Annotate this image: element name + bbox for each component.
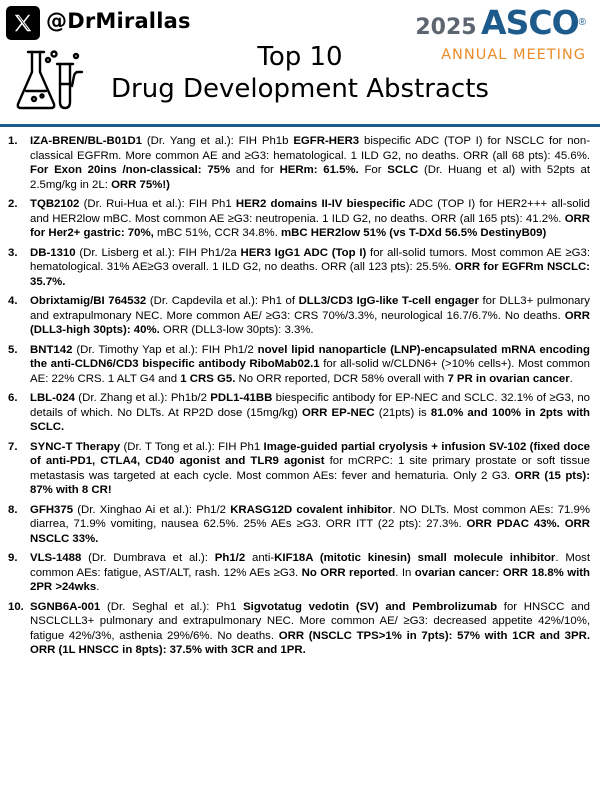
body-text: for mCRPC: 1 site primary prostate or soft tissue metastasis was targeted at each cycle. Most common AEs: fever and hematuria. Only 2 G3. [30,455,590,482]
bold-text: Sigvotatug vedotin (SV) and Pembrolizumab [243,600,498,613]
body-text: for HNSCC and NSCLCLL3+ pulmonary and extrapulmonary NEC. More common AE/ ≥G3: decreased appetite 42%/10%, fatigue 42%/3%, asthenia 29%/6%. No deaths. [30,600,591,642]
bold-text: ORR 75%!) [111,178,170,191]
body-text: . [569,372,573,385]
body-text: for all-solid w/CLDN6+ (>10% cells+). Most common AE: 22% CRS. 1 ALT G4 and [30,358,590,385]
body-text: anti- [245,552,275,564]
body-text: (Dr. Yang et al.): FIH Ph1b [142,135,294,147]
bold-text: PDL1-41BB [210,392,273,404]
body-text: (Dr. Seghal et al.): Ph1 [100,600,244,613]
bold-text: Obrixtamig/BI 764532 [30,295,147,307]
bold-text: mBC HER2low 51% (vs T-DXd 56.5% DestinyB09) [281,227,547,239]
bold-text: VLS-1488 [30,552,82,564]
bold-text: ORR (NSCLC TPS>1% in 7pts): 57% with 1CR and 3PR. ORR (1L HNSCC in 8pts): 37.5% with 3CR and 1PR. [30,629,591,656]
bold-text: 1 CRS G5. [180,372,236,385]
bold-text: EGFR-HER3 [293,135,360,147]
abstract-item [0,440,600,498]
body-text: (Dr. Timothy Yap et al.): FIH Ph1/2 [72,343,258,356]
body-text: for DLL3+ pulmonary and extrapulmonary NEC. More common AE/ ≥G3: CRS 70%/3.3%, neurological 16.7/6.7%. No deaths. [30,295,590,322]
body-text: ADC (TOP I) for HER2+++ all-solid and HER2low mBC. Most common AE ≥G3: neutropenia. 1 ILD G2, no deaths. ORR (all 165 pts): 41.2%. [30,198,590,225]
bold-text: DB-1310 [30,246,76,259]
bold-text: ORR for Her2+ gastric: 70%, [30,212,590,239]
body-text: (Dr. Huang et al) with 52pts at 2.5mg/kg in 2L: [30,164,590,191]
body-text: and for [230,164,280,176]
body-text: ORR (DLL3-low 30pts): 3.3%. [159,324,314,336]
bold-text: IZA-BREN/BL-B01D1 [30,135,143,147]
abstract-number: 1. [8,135,18,147]
bold-text: KRASG12D covalent inhibitor [230,503,393,516]
bold-text: novel lipid nanoparticle (LNP)-encapsulated mRNA encoding the anti-CLDN6/CD3 bispecific antibody RiboMab02.1 [30,343,590,370]
bold-text: 7 PR in ovarian cancer [447,372,570,385]
twitter-handle[interactable]: @DrMirallas [46,9,191,33]
bold-text: GFH375 [30,503,74,516]
lab-flasks-icon [14,46,86,112]
body-text: (Dr. Dumbrava et al.): [81,552,215,564]
bold-text: ORR for EGFRm NSCLC: 35.7%. [30,261,590,288]
body-text: (21pts) is [374,406,431,419]
body-text: for all-solid tumors. Most common AE ≥G3: hematological. 31% AE≥G3 overall. 1 ILD G2, no deaths. ORR (all 123 pts): 25.5%. [30,246,590,273]
bold-text: KIF18A (mitotic kinesin) small molecule inhibitor [274,552,556,564]
bold-text: ovarian cancer: ORR 18.8% with 2PR >24wks [30,566,590,593]
header [0,0,600,122]
bold-text: SYNC-T Therapy [30,440,121,453]
bold-text: ORR PDAC 43%. ORR NSCLC 33%. [30,518,591,545]
asco-logo [398,3,586,63]
bold-text: DLL3/CD3 IgG-like T-cell engager [298,295,479,307]
body-text: (Dr. Xinghao Ai et al.): Ph1/2 [73,503,231,516]
header-divider [0,124,600,127]
body-text: For [358,164,388,176]
bold-text: BNT142 [30,343,73,356]
bold-text: ORR (15 pts): 87% with 8 CR! [30,469,590,496]
abstract-number: 10. [8,600,24,613]
abstract-item [0,391,600,435]
abstract-item [0,294,600,338]
asco-name: ASCO [481,3,579,42]
body-text: . NO DLTs. Most common AEs: 71.9% diarrea, 71.9% vomiting, nausea 62.5%. 25% AEs ≥G3. ORR ITT (22 pts): 27.3%. [30,503,590,530]
abstract-item [0,197,600,241]
bold-text: ORR EP-NEC [302,406,375,419]
body-text: (Dr. Rui-Hua et al.): FIH Ph1 [79,198,236,210]
abstract-number: 5. [8,343,18,356]
abstract-item [0,551,600,595]
abstract-list [0,134,600,796]
body-text: bispecific ADC (TOP I) for NSCLC for non-classical EGFRm. More common AE and ≥G3: hematological. 1 ILD G2, no deaths. ORR (all 68 pts): 45.6%. [30,135,590,162]
body-text: (Dr. Capdevila et al.): Ph1 of [146,295,299,307]
bold-text: Image-guided partial cryolysis + infusion SV-102 (fixed doce of anti-PD1, CTLA4, CD40 agonist and TLR9 agonist [30,440,591,467]
bold-text: SCLC [387,164,419,176]
body-text: No ORR reported, DCR 58% overall with [235,372,448,385]
asco-year: 2025 [415,15,477,40]
abstract-number: 8. [8,503,18,516]
title-line-2: Drug Development Abstracts [111,74,489,104]
body-text: . In [395,566,415,579]
bold-text: 81.0% and 100% in 2pts with SCLC. [30,406,591,433]
bold-text: HERm: 61.5%. [279,164,359,176]
bold-text: HER3 IgG1 ADC (Top I) [240,246,367,259]
abstract-number: 4. [8,295,18,307]
bold-text: Ph1/2 [214,552,246,564]
x-logo-icon[interactable] [6,6,40,40]
body-text: . Most common AEs: fatigue, AST/ALT, rash. 12% AEs ≥G3. [30,552,591,579]
bold-text: HER2 domains II-IV biespecific [235,198,406,210]
body-text: . [96,581,100,593]
body-text: (Dr. Zhang et al.): Ph1b/2 [74,392,211,404]
asco-subtitle: ANNUAL MEETING [441,47,586,63]
abstract-number: 6. [8,392,18,404]
abstract-item [0,503,600,547]
title-line-1: Top 10 [257,42,343,72]
bold-text: TQB2102 [30,198,80,210]
abstract-number: 3. [8,246,18,259]
bold-text: ORR (DLL3-high 30pts): 40%. [30,309,590,336]
abstract-item [0,343,600,387]
abstract-item [0,246,600,290]
body-text: mBC 51%, CCR 34.8%. [153,227,282,239]
bold-text: For Exon 20ins /non-classical: 75% [30,164,231,176]
abstract-number: 7. [8,440,18,453]
body-text: biespecific antibody for EP-NEC and SCLC. 32.1% of ≥G3, no details of which. No DLTs. At RP2D dose (15mg/kg) [30,392,590,419]
registered-mark: ® [578,17,586,28]
abstract-item [0,600,600,658]
abstract-number: 2. [8,198,18,210]
bold-text: SGNB6A-001 [30,600,101,613]
bold-text: LBL-024 [30,392,75,404]
bold-text: No ORR reported [301,566,396,579]
body-text: (Dr. Lisberg et al.): FIH Ph1/2a [75,246,241,259]
abstract-item [0,134,600,192]
abstract-number: 9. [8,552,18,564]
body-text: (Dr. T Tong et al.): FIH Ph1 [120,440,264,453]
